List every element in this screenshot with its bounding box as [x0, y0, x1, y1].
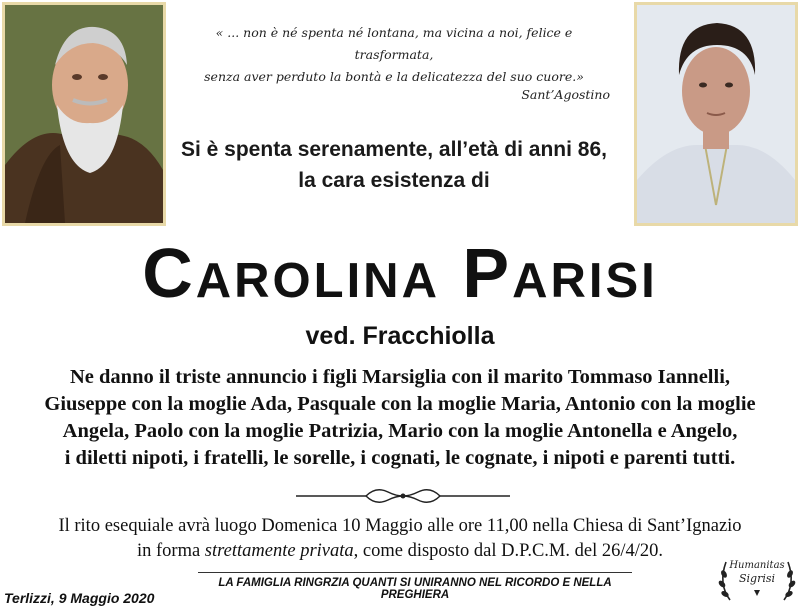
saint-portrait-image: [5, 5, 163, 223]
widow-of: ved. Fracchiolla: [305, 322, 495, 350]
announcement-line: Ne danno il triste annuncio i figli Marsiglia con il marito Tommaso Iannelli,: [69, 366, 731, 388]
funeral-home-logo: [716, 544, 798, 606]
deceased-portrait-image: [637, 5, 795, 223]
thanks-divider: [198, 572, 632, 573]
deceased-name: Carolina Parisi: [142, 234, 658, 312]
intro-line: la cara esistenza di: [298, 169, 490, 192]
announcement-line: i diletti nipoti, i fratelli, le sorelle, i cognati, le cognate, i nipoti e parenti tutti.: [64, 447, 736, 469]
rite-emphasis: strettamente privata: [204, 541, 354, 561]
place-date: Terlizzi, 9 Maggio 2020: [4, 590, 155, 606]
ornament-divider: [296, 484, 510, 508]
announcement-line: Giuseppe con la moglie Ada, Pasquale con la moglie Maria, Antonio con la moglie: [44, 393, 756, 415]
intro-line: Si è spenta serenamente, all’età di anni 86,: [180, 138, 607, 161]
logo-text: Sigrisi: [738, 572, 776, 585]
announcement: [10, 364, 790, 472]
logo-text: Humanitas: [729, 560, 785, 571]
rite-text: in forma: [136, 541, 205, 561]
quote-block: [178, 22, 610, 102]
saint-photo: [2, 2, 166, 226]
rite-line: Il rito esequiale avrà luogo Domenica 10 Maggio alle ore 11,00 nella Chiesa di Sant’Ignazio: [58, 516, 742, 536]
deceased-photo: [634, 2, 798, 226]
rite-text: , come disposto dal D.P.C.M. del 26/4/20.: [353, 541, 664, 561]
intro-text: [178, 134, 610, 196]
family-thanks: LA FAMIGLIA RINGRZIA QUANTI SI UNIRANNO NEL RICORDO E NELLA PREGHIERA: [218, 577, 612, 601]
rite-line: [0, 539, 800, 564]
quote-line: senza aver perduto la bontà e la delicatezza del suo cuore.»: [204, 69, 584, 84]
quote-line: « ... non è né spenta né lontana, ma vicina a noi, felice e trasformata,: [215, 25, 573, 62]
quote-author: Sant’Agostino: [521, 87, 610, 102]
announcement-line: Angela, Paolo con la moglie Patrizia, Mario con la moglie Antonella e Angelo,: [62, 420, 738, 442]
funeral-rite: [0, 514, 800, 564]
